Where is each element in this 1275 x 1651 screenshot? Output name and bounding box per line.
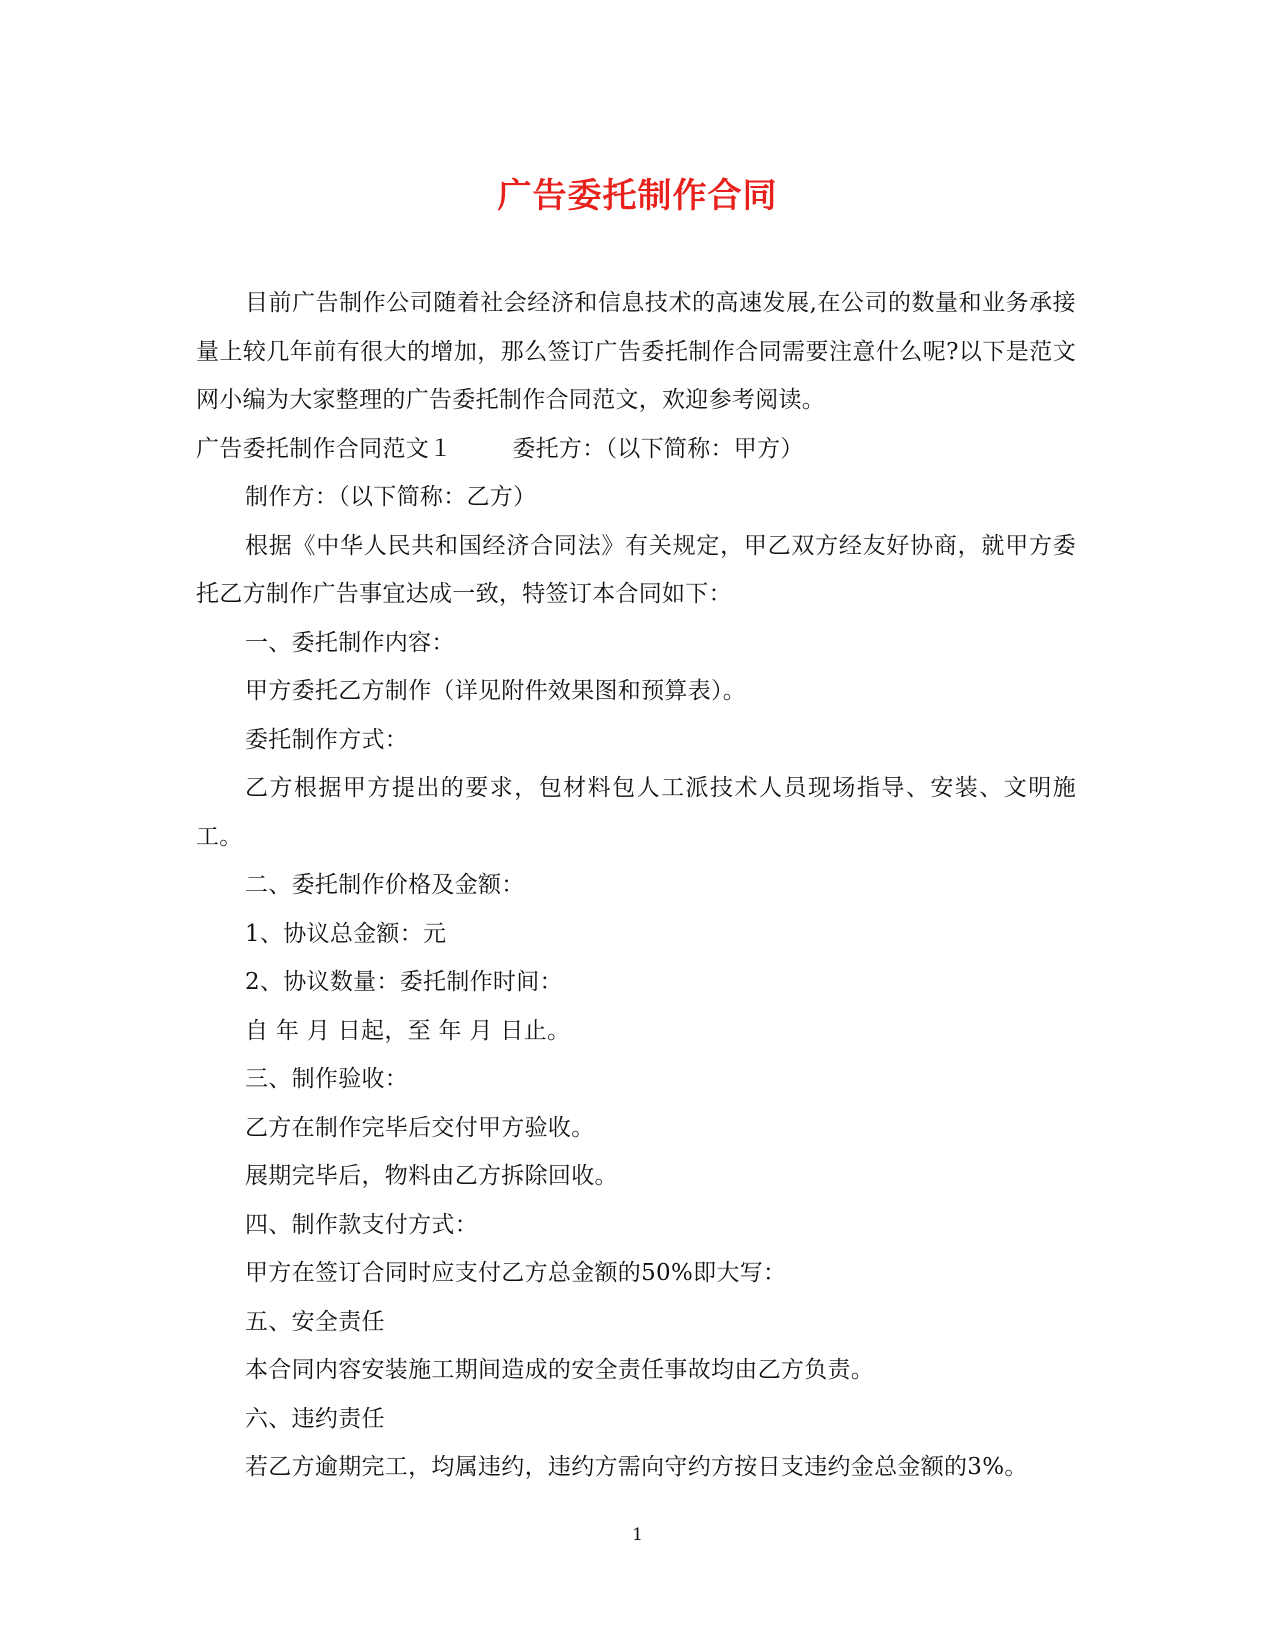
intro-paragraph: 目前广告制作公司随着社会经济和信息技术的高速发展,在公司的数量和业务承接量上较几年前有很大的增加，那么签订广告委托制作合同需要注意什么呢?以下是范文网小编为大家整理的广告委托制作合同范文，欢迎参考阅读。: [196, 290, 1076, 413]
section-1-content: 甲方委托乙方制作（详见附件效果图和预算表）。: [245, 678, 747, 704]
section-4-content: 甲方在签订合同时应支付乙方总金额的50%即大写：: [245, 1260, 787, 1286]
sample-heading-row: [196, 425, 1076, 474]
sample-heading: 广告委托制作合同范文１: [196, 435, 453, 462]
section-2-item-2: 2、协议数量：委托制作时间：: [245, 969, 563, 995]
section-3-content-2: 展期完毕后，物料由乙方拆除回收。: [245, 1163, 618, 1189]
preamble-paragraph: 根据《中华人民共和国经济合同法》有关规定，甲乙双方经友好协商，就甲方委托乙方制作广告事宜达成一致，特签订本合同如下：: [196, 532, 1076, 607]
section-1-method-content: 乙方根据甲方提出的要求，包材料包人工派技术人员现场指导、安装、文明施工。: [196, 775, 1076, 850]
section-1-method-heading: 委托制作方式：: [245, 726, 409, 753]
section-5-content: 本合同内容安装施工期间造成的安全责任事故均由乙方负责。: [245, 1357, 875, 1383]
section-6-heading: 六、违约责任: [245, 1405, 385, 1432]
client-line: 委托方：（以下简称：甲方）: [512, 435, 804, 462]
section-2-item-1: 1、协议总金额：元: [245, 920, 447, 947]
section-2-heading: 二、委托制作价格及金额：: [245, 872, 525, 898]
section-1-heading: 一、委托制作内容：: [245, 629, 455, 656]
section-6-content: 若乙方逾期完工，均属违约，违约方需向守约方按日支违约金总金额的3%。: [245, 1454, 1028, 1480]
maker-line: 制作方：（以下简称：乙方）: [245, 484, 537, 510]
document-title: 广告委托制作合同: [497, 176, 778, 216]
page-number: 1: [632, 1525, 643, 1545]
section-3-content-1: 乙方在制作完毕后交付甲方验收。: [245, 1114, 595, 1141]
section-2-date-range: 自 年 月 日起，至 年 月 日止。: [245, 1017, 571, 1044]
section-4-heading: 四、制作款支付方式：: [245, 1211, 478, 1238]
section-5-heading: 五、安全责任: [245, 1308, 385, 1335]
section-3-heading: 三、制作验收：: [245, 1066, 409, 1092]
document-body: [196, 279, 1076, 1492]
